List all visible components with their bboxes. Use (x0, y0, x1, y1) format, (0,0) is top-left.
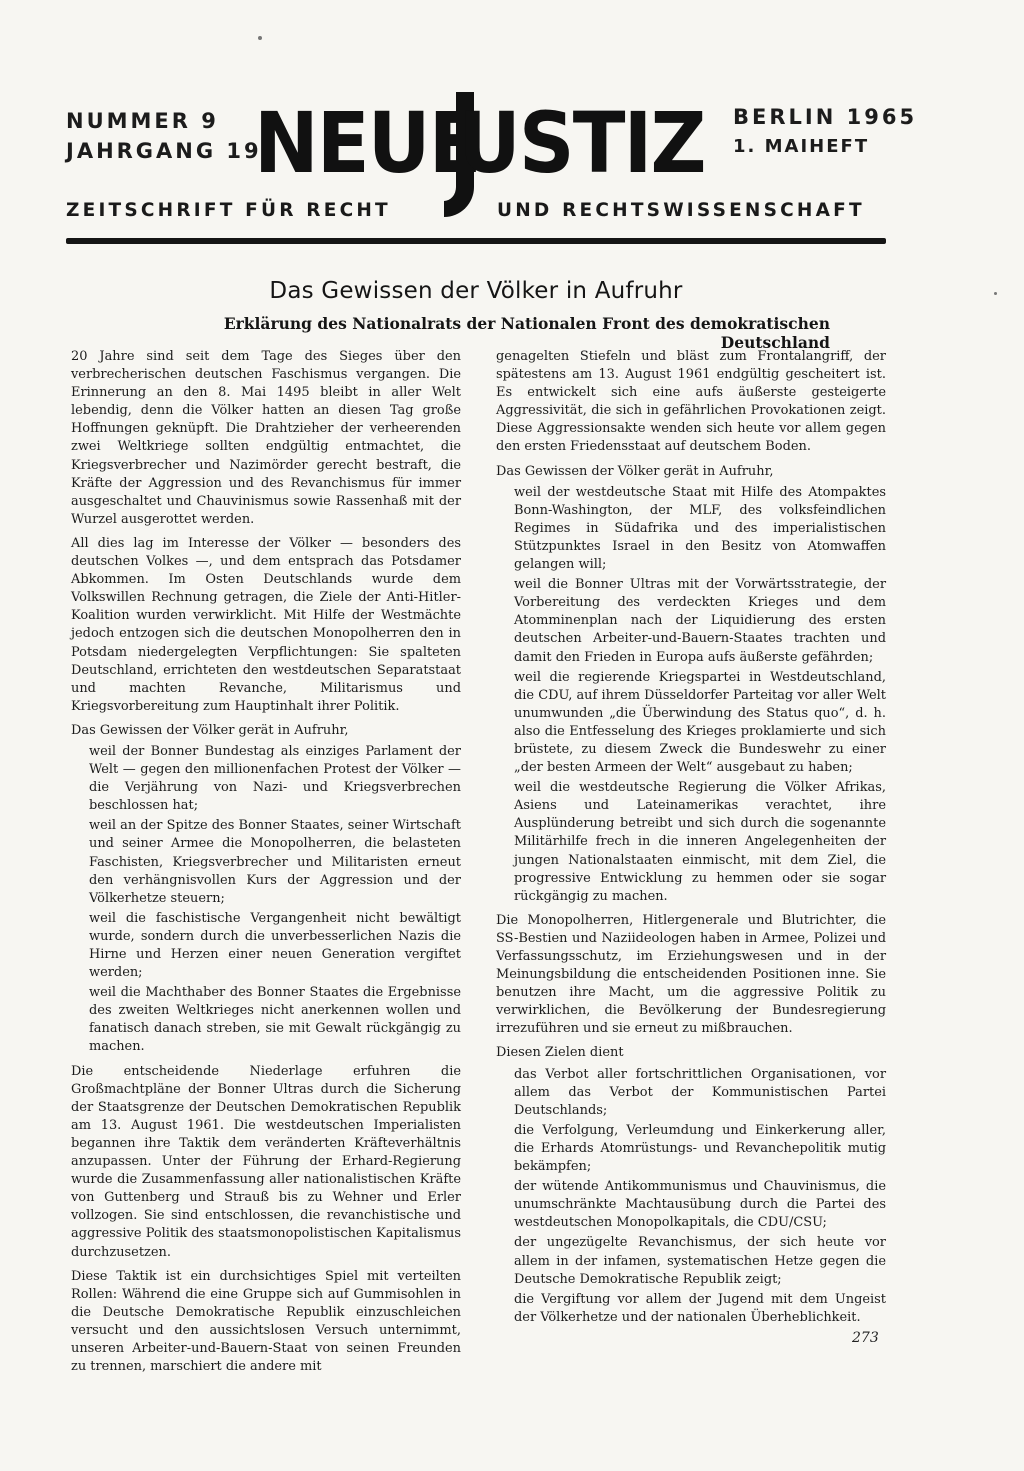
masthead-rule (66, 238, 886, 244)
volume-number: JAHRGANG 19 (66, 139, 262, 163)
right-column (496, 348, 886, 1329)
journal-subtitle-right: UND RECHTSWISSENSCHAFT (497, 200, 865, 221)
issue-info (66, 106, 262, 166)
list-item: weil die faschistische Vergangenheit nicht bewältigt wurde, sondern durch die unverbesserlichen Nazis die Hirne und Herzen einer neuen Generation vergiftet werden; (89, 910, 461, 981)
list-item: weil die regierende Kriegspartei in Westdeutschland, die CDU, auf ihrem Düsseldorfer Parteitag vor aller Welt unumwunden „die Überwindung des Status quo“, d. h. also die Entfesselung des Krieges proklamierte und sich brüstete, zu diesem Zweck die Bundeswehr zu einer „der besten Armeen der Welt“ ausgebaut zu haben; (514, 669, 886, 776)
list-item: weil an der Spitze des Bonner Staates, seiner Wirtschaft und seiner Armee die Monopolherren, die belasteten Faschisten, Kriegsverbrecher und Militaristen erneut den verhängnisvollen Kurs der Aggression und der Völkerhetze steuern; (89, 818, 461, 906)
left-column (71, 348, 461, 1382)
paragraph: All dies lag im Interesse der Völker — besonders des deutschen Volkes —, und dem entsprach das Potsdamer Abkommen. Im Osten Deutschlands wurde dem Volkswillen Rechnung getragen, die Ziele der Anti-Hitler-Koalition wurden verwirklicht. Mit Hilfe der Westmächte jedoch entzogen sich die deutschen Monopolherren den in Potsdam niedergelegten Verpflichtungen: Sie spalteten Deutschland, errichteten den westdeutschen Separatstaat und machten Revanche, Militarismus und Kriegsvorbereitung zum Hauptinhalt ihrer Politik. (71, 535, 461, 714)
scan-speck (258, 36, 262, 40)
list-item: die Vergiftung vor allem der Jugend mit dem Ungeist der Völkerhetze und der nationalen Überheblichkeit. (514, 1291, 886, 1325)
list-item: weil der Bonner Bundestag als einziges Parlament der Welt — gegen den millionenfachen Protest der Völker — die Verjährung von Nazi- und Kriegsverbrechen beschlossen hat; (89, 743, 461, 814)
logo-word-justiz: USTIZ (458, 94, 705, 192)
page-number: 273 (852, 1330, 879, 1346)
list-intro: Das Gewissen der Völker gerät in Aufruhr, (496, 463, 774, 479)
paragraph: 20 Jahre sind seit dem Tage des Sieges über den verbrecherischen deutschen Faschismus vergangen. Die Erinnerung an den 8. Mai 1495 bleibt in aller Welt lebendig, denn die Völker hatten an diesen Tag große Hoffnungen geknüpft. Die Drahtzieher der verheerenden zwei Weltkriege sollten endgültig entmachtet, die Kriegsverbrecher und Nazimörder gerecht bestraft, die Kräfte der Aggression und des Revanchismus für immer ausgeschaltet und Chauvinismus sowie Rassenhaß mit der Wurzel ausgerottet werden. (71, 349, 461, 527)
paragraph: Die Monopolherren, Hitlergenerale und Blutrichter, die SS-Bestien und Naziideologen haben in Armee, Polizei und Verfassungsschutz, im Erziehungswesen und in der Meinungsbildung die entscheidenden Positionen inne. Sie benutzen ihre Macht, um die aggressive Politik zu verwirklichen, die Bevölkerung der Bundesregierung irrezuführen und sie erneut zu mißbrauchen. (496, 912, 886, 1037)
list-item: der wütende Antikommunismus und Chauvinismus, die unumschränkte Machtausübung durch die Partei des westdeutschen Monopolkapitals, die CDU/CSU; (514, 1179, 886, 1231)
list-item: der ungezügelte Revanchismus, der sich heute vor allem in der infamen, systematischen Hetze gegen die Deutsche Demokratische Republik zeigt; (514, 1235, 886, 1287)
list-item: weil die westdeutsche Regierung die Völker Afrikas, Asiens und Lateinamerikas verachtet, ihre Ausplünderung betreibt und sich durch die sogenannte Militärhilfe frech in die inneren Angelegenheiten der jungen Nationalstaaten einmischt, mit dem Ziel, die progressive Entwicklung zu hemmen oder sie sogar rückgängig zu machen. (514, 780, 886, 904)
edition-info (733, 102, 917, 162)
journal-subtitle-left: ZEITSCHRIFT FÜR RECHT (66, 200, 391, 221)
list-intro: Das Gewissen der Völker gerät in Aufruhr, (71, 722, 349, 738)
scan-speck (994, 292, 997, 295)
list-intro: Diesen Zielen dient (496, 1045, 624, 1061)
list-item: weil die Bonner Ultras mit der Vorwärtsstrategie, der Vorbereitung des verdeckten Krieges und dem Atomminenplan nach der Liquidierung des ersten deutschen Arbeiter-und-Bauern-Staates trachten und damit den Frieden in Europa aufs äußerste gefährden; (514, 577, 886, 665)
list-item: das Verbot aller fortschrittlichen Organisationen, vor allem das Verbot der Kommunistischen Partei Deutschlands; (514, 1066, 886, 1118)
issue-name: 1. MAIHEFT (733, 136, 870, 157)
list-item: weil die Machthaber des Bonner Staates die Ergebnisse des zweiten Weltkrieges nicht anerkennen wollen und fanatisch danach streben, sie mit Gewalt rückgängig zu machen. (89, 985, 461, 1055)
paragraph: genagelten Stiefeln und bläst zum Frontalangriff, der spätestens am 13. August 1961 endgültig gescheitert ist. Es entwickelt sich eine aufs äußerste gesteigerte Aggressivität, die sich in gefährlichen Provokationen zeigt. Diese Aggressionsakte wenden sich heute vor allem gegen den ersten Friedensstaat auf deutschem Boden. (496, 349, 886, 455)
paragraph: Die entscheidende Niederlage erfuhren die Großmachtpläne der Bonner Ultras durch die Sicherung der Staatsgrenze der Deutschen Demokratischen Republik am 13. August 1961. Die westdeutschen Imperialisten begannen ihre Taktik dem veränderten Kräfteverhältnis anzupassen. Unter der Führung der Erhard-Regierung wurde die Zusammenfassung aller nationalistischen Kräfte von Guttenberg und Strauß bis zu Wehner und Erler vollzogen. Sie sind entschlossen, die revanchistische und aggressive Politik des staatsmonopolistischen Kapitalismus durchzusetzen. (71, 1063, 461, 1260)
logo-word-neue: NEUE (254, 94, 480, 192)
article-title: Das Gewissen der Völker in Aufruhr (269, 278, 683, 304)
place-year: BERLIN 1965 (733, 105, 918, 129)
article-subtitle: Erklärung des Nationalrats der Nationalen Front des demokratischen Deutschland (223, 314, 830, 352)
paragraph: Diese Taktik ist ein durchsichtiges Spiel mit verteilten Rollen: Während die eine Gruppe sich auf Gummisohlen in die Deutsche Demokratische Republik einzuschleichen versucht und den aussichtslosen Versuch unternimmt, unseren Arbeiter-und-Bauern-Staat von seinen Freunden zu trennen, marschiert die andere mit (71, 1268, 461, 1375)
list-item: die Verfolgung, Verleumdung und Einkerkerung aller, die Erhards Atomrüstungs- und Revanchepolitik mutig bekämpfen; (514, 1122, 886, 1175)
list-item: weil der westdeutsche Staat mit Hilfe des Atompaktes Bonn-Washington, der MLF, des volksfeindlichen Regimes in Südafrika und des imperialistischen Stützpunktes Israel in den Besitz von Atomwaffen gelangen will; (514, 484, 886, 573)
issue-number: NUMMER 9 (66, 109, 219, 133)
